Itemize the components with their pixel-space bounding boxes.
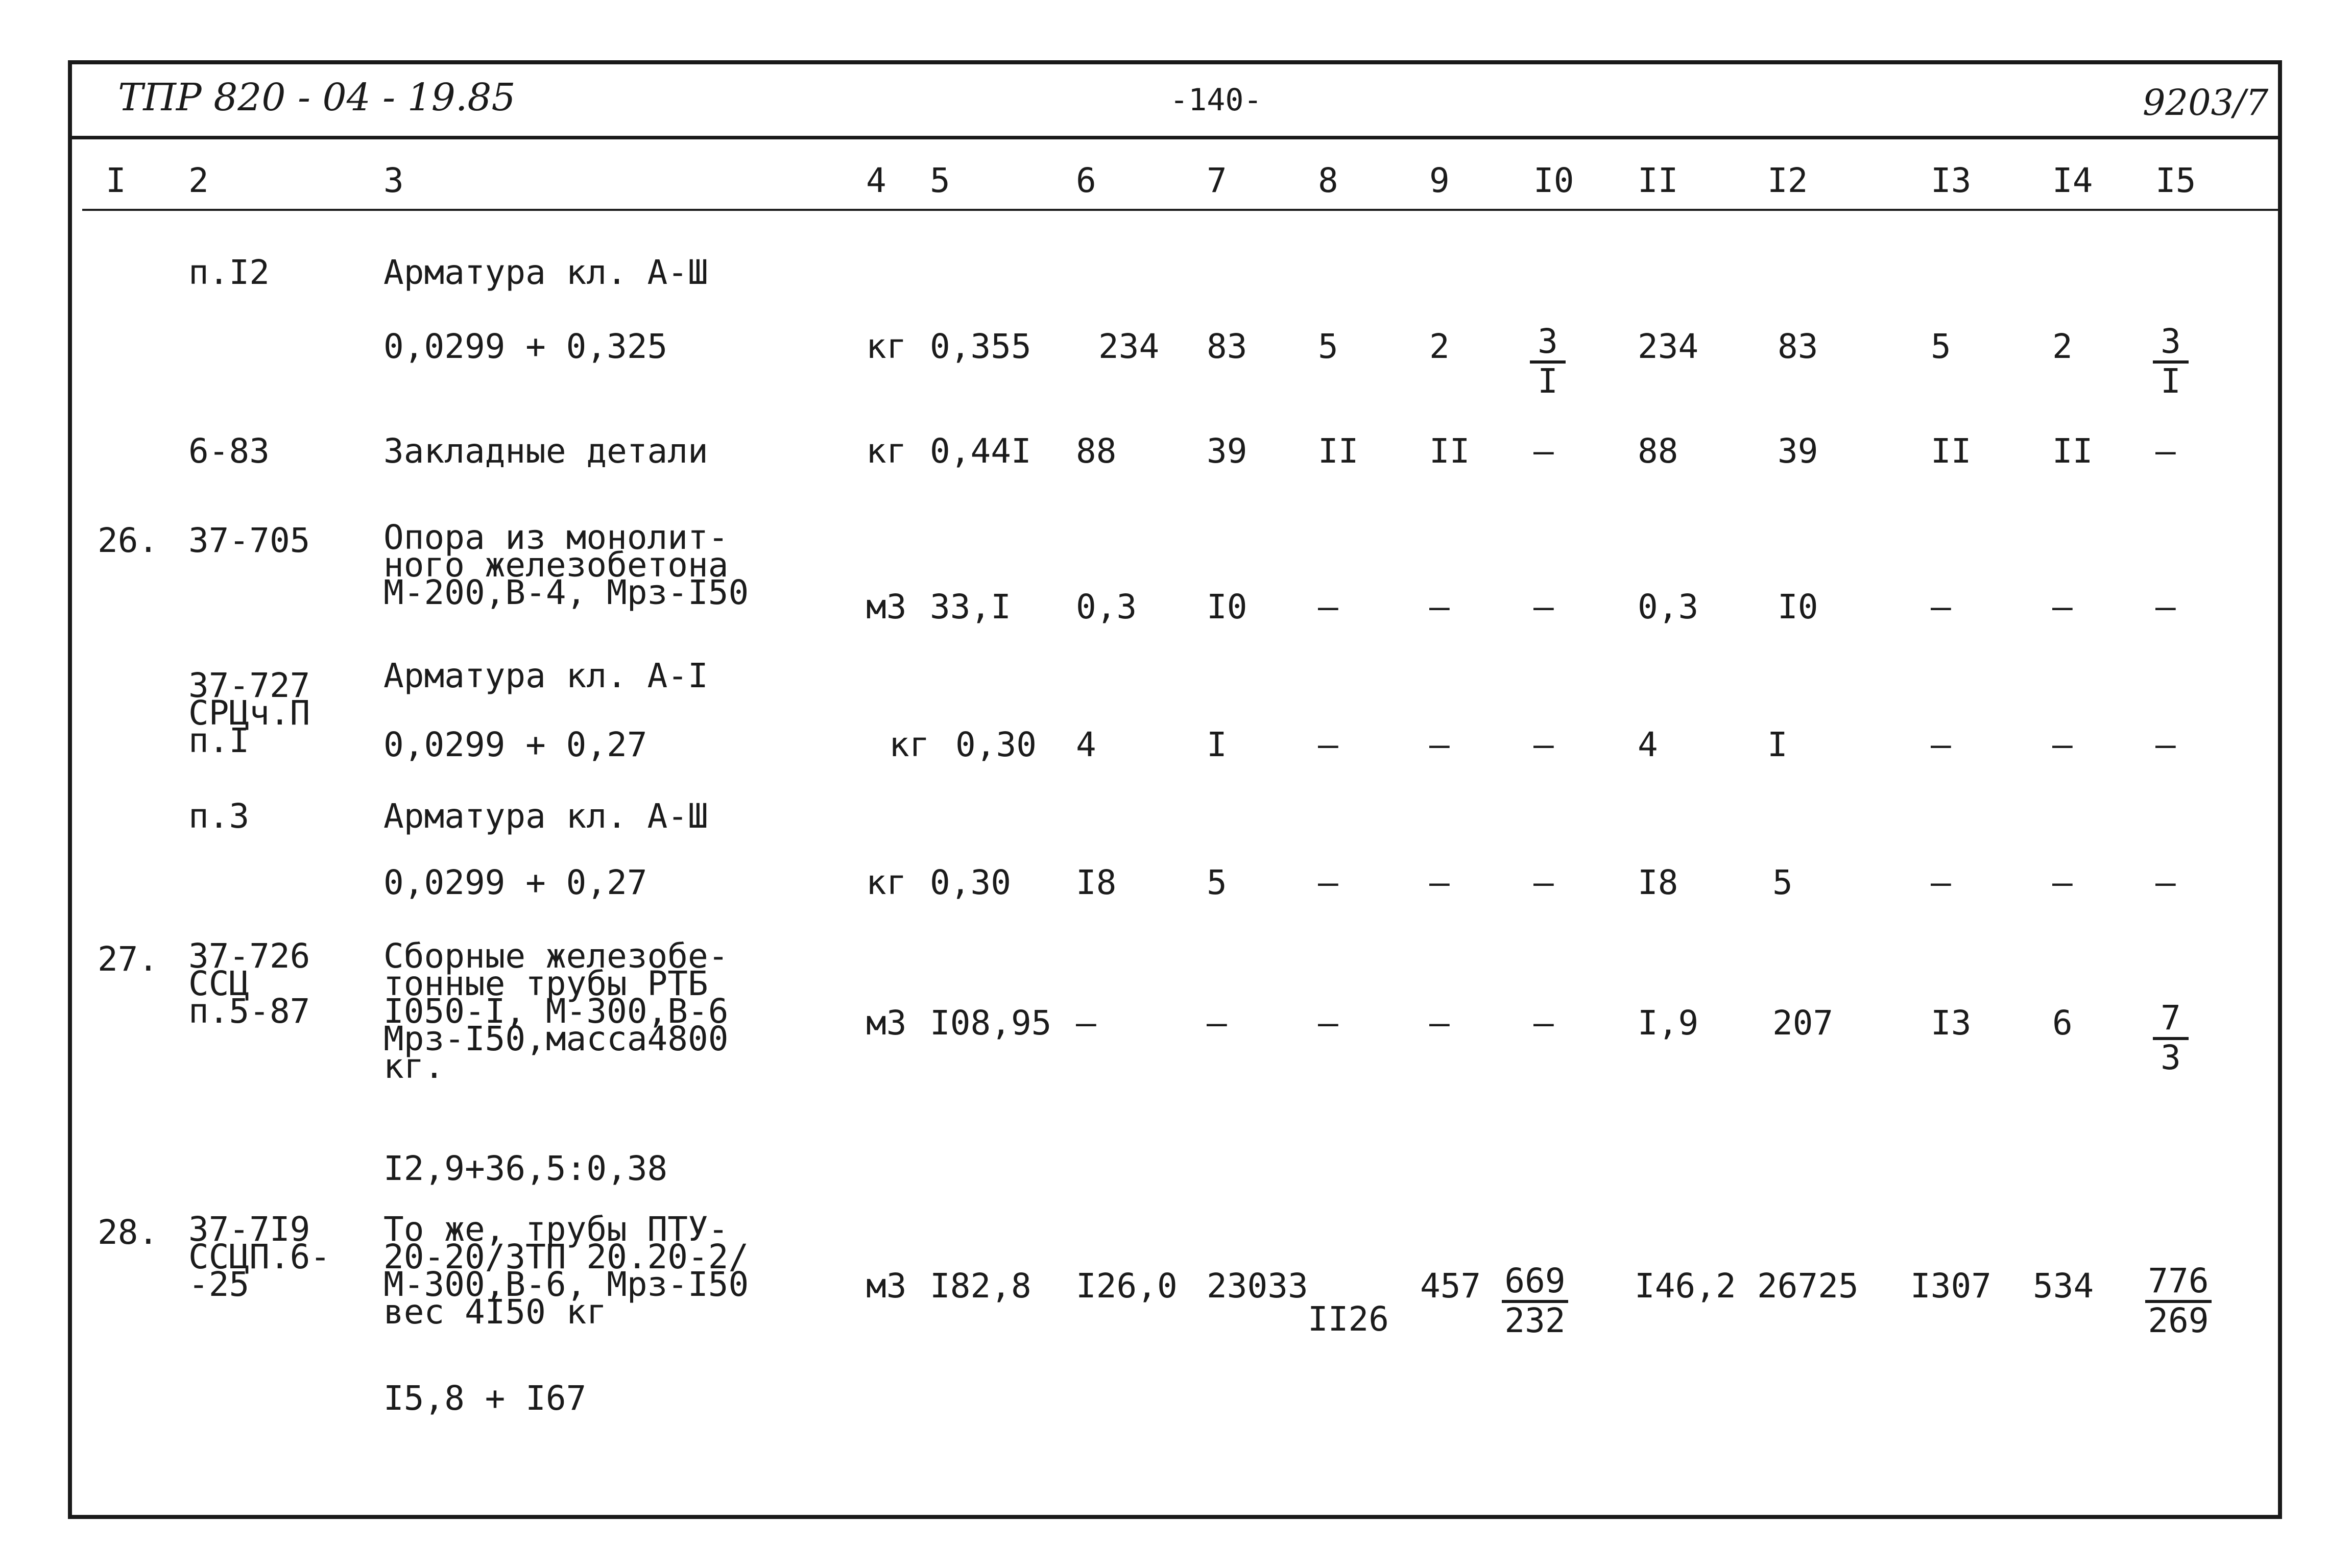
row-col15: – <box>2155 587 2176 626</box>
row-col8: II26 <box>1308 1299 1389 1339</box>
row-code: 37-7I9 ССЦП.6- -25 <box>188 1210 331 1305</box>
row-description: 0,0299 + 0,27 <box>383 725 647 764</box>
row-col5: I08,95 <box>930 1003 1052 1043</box>
row-col8: – <box>1318 587 1338 626</box>
col-header-14: I4 <box>2052 161 2093 200</box>
row-col9: – <box>1429 1003 1450 1043</box>
row-unit: кг <box>866 431 907 471</box>
row-col7: I0 <box>1207 587 1247 626</box>
row-col12: I <box>1767 725 1788 764</box>
row-description: Арматура кл. А-I <box>383 656 708 695</box>
row-col8: – <box>1318 1003 1338 1043</box>
row-col7: 5 <box>1207 863 1227 902</box>
row-col6: 234 <box>1098 327 1160 366</box>
col-header-10: I0 <box>1533 161 1574 200</box>
row-col5: I82,8 <box>930 1266 1031 1306</box>
row-col8: – <box>1318 725 1338 764</box>
col-header-2: 2 <box>188 161 209 200</box>
row-col11: 88 <box>1638 431 1678 471</box>
doc-code: ТПР 820 - 04 - 19.85 <box>118 76 516 119</box>
row-col15: – <box>2155 725 2176 764</box>
row-number: 27. <box>98 939 159 979</box>
row-col12: 26725 <box>1757 1266 1859 1306</box>
row-col14: – <box>2052 587 2073 626</box>
row-col9: 457 <box>1420 1266 1481 1306</box>
header-rule <box>72 136 2278 139</box>
page-number: -140- <box>1170 82 1262 118</box>
row-col10-fraction <box>1530 322 1566 401</box>
row-col7: I <box>1207 725 1227 764</box>
row-col13: – <box>1931 587 1951 626</box>
row-col11: 4 <box>1638 725 1658 764</box>
col-header-8: 8 <box>1318 161 1338 200</box>
row-col11: 234 <box>1638 327 1699 366</box>
row-col6: I8 <box>1076 863 1117 902</box>
col-header-12: I2 <box>1767 161 1808 200</box>
row-code: 6-83 <box>188 431 270 471</box>
row-description: Арматура кл. А-Ш <box>383 797 708 836</box>
row-col10: – <box>1533 431 1554 471</box>
row-col15: – <box>2155 863 2176 902</box>
row-col11: I,9 <box>1638 1003 1699 1043</box>
row-col8: II <box>1318 431 1359 471</box>
row-col8: 5 <box>1318 327 1338 366</box>
row-description: 0,0299 + 0,27 <box>383 863 647 902</box>
fraction-denominator: I <box>1538 361 1558 401</box>
row-col13: II <box>1931 431 1972 471</box>
row-col6: 88 <box>1076 431 1117 471</box>
col-header-3: 3 <box>383 161 404 200</box>
row-col11: I46,2 <box>1635 1266 1736 1306</box>
row-col7: – <box>1207 1003 1227 1043</box>
row-col14: 2 <box>2052 327 2073 366</box>
row-col8: – <box>1318 863 1338 902</box>
row-description: Опора из монолит- ного железобетона М-200,В-4, Мрз-I50 <box>383 518 749 613</box>
row-description: I5,8 + I67 <box>383 1379 587 1418</box>
row-col14: 534 <box>2033 1266 2094 1306</box>
row-col14: II <box>2052 431 2093 471</box>
col-header-5: 5 <box>930 161 950 200</box>
fraction-numerator: 7 <box>2153 1001 2189 1040</box>
row-col14: – <box>2052 863 2073 902</box>
row-col11: 0,3 <box>1638 587 1699 626</box>
col-header-7: 7 <box>1207 161 1227 200</box>
row-number: 28. <box>98 1213 159 1252</box>
row-col7: 39 <box>1207 431 1247 471</box>
row-col14: 6 <box>2052 1003 2073 1043</box>
row-col12: 207 <box>1772 1003 1834 1043</box>
row-col14: – <box>2052 725 2073 764</box>
row-col13: I3 <box>1931 1003 1972 1043</box>
row-description: I2,9+36,5:0,38 <box>383 1149 668 1188</box>
row-number: 26. <box>98 521 159 560</box>
col-header-13: I3 <box>1931 161 1972 200</box>
fraction-denominator: 269 <box>2148 1301 2209 1340</box>
row-col15: – <box>2155 431 2176 471</box>
row-col6: 4 <box>1076 725 1096 764</box>
row-col15-fraction <box>2153 322 2189 401</box>
row-description: Закладные детали <box>383 431 708 471</box>
row-col5: 0,355 <box>930 327 1031 366</box>
row-col5: 0,30 <box>955 725 1037 764</box>
fraction-numerator: 776 <box>2145 1264 2212 1303</box>
row-col10: – <box>1533 863 1554 902</box>
row-col5: 0,30 <box>930 863 1011 902</box>
row-unit: кг <box>889 725 930 764</box>
row-code: 37-726 ССЦ п.5-87 <box>188 936 310 1031</box>
fraction-denominator: I <box>2161 361 2181 401</box>
col-header-11: II <box>1638 161 1678 200</box>
row-col9: – <box>1429 725 1450 764</box>
fraction-denominator: 232 <box>1504 1301 1566 1340</box>
row-col13: I307 <box>1910 1266 1991 1306</box>
col-header-6: 6 <box>1076 161 1096 200</box>
col-header-15: I5 <box>2155 161 2196 200</box>
row-code: п.3 <box>188 797 250 836</box>
row-description: Сборные железобе- тонные трубы РТБ I050-I, М-300,В-6 Мрз-I50,масса4800 кг. <box>383 936 729 1087</box>
row-description: То же, трубы ПТУ- 20-20/3ТП 20.20-2/ М-300,В-6, Мрз-I50 вес 4I50 кг <box>383 1210 749 1332</box>
row-code: 37-727 СРЦч.П п.I <box>188 666 310 761</box>
row-col13: – <box>1931 725 1951 764</box>
col-header-4: 4 <box>866 161 886 200</box>
sheet-code: 9203/7 <box>2143 82 2269 124</box>
row-unit: кг <box>866 327 907 366</box>
document-sheet <box>68 60 2282 1519</box>
row-col13: 5 <box>1931 327 1951 366</box>
row-col9: – <box>1429 863 1450 902</box>
column-header-rule <box>82 209 2278 211</box>
fraction-numerator: 3 <box>2153 325 2189 364</box>
row-description: 0,0299 + 0,325 <box>383 327 668 366</box>
row-col6: I26,0 <box>1076 1266 1178 1306</box>
col-header-9: 9 <box>1429 161 1450 200</box>
row-col10: – <box>1533 587 1554 626</box>
row-description: Арматура кл. А-Ш <box>383 253 708 292</box>
col-header-1: I <box>106 161 126 200</box>
row-unit: м3 <box>866 587 907 626</box>
row-unit: м3 <box>866 1003 907 1043</box>
row-col15-fraction <box>2145 1261 2212 1340</box>
row-col15-fraction <box>2153 998 2189 1077</box>
row-col5: 33,I <box>930 587 1011 626</box>
row-col6: 0,3 <box>1076 587 1137 626</box>
row-col7: 83 <box>1207 327 1247 366</box>
row-col13: – <box>1931 863 1951 902</box>
row-col12: 83 <box>1778 327 1818 366</box>
row-unit: м3 <box>866 1266 907 1306</box>
row-col11: I8 <box>1638 863 1678 902</box>
row-col5: 0,44I <box>930 431 1031 471</box>
row-col12: 5 <box>1772 863 1793 902</box>
fraction-denominator: 3 <box>2161 1038 2181 1077</box>
fraction-numerator: 669 <box>1502 1264 1568 1303</box>
row-col10-fraction <box>1502 1261 1568 1340</box>
row-col10: – <box>1533 725 1554 764</box>
row-col12: I0 <box>1778 587 1818 626</box>
row-code: 37-705 <box>188 521 310 560</box>
row-col9: – <box>1429 587 1450 626</box>
row-col9: II <box>1429 431 1470 471</box>
row-col9: 2 <box>1429 327 1450 366</box>
row-col10: – <box>1533 1003 1554 1043</box>
row-unit: кг <box>866 863 907 902</box>
row-col12: 39 <box>1778 431 1818 471</box>
fraction-numerator: 3 <box>1530 325 1566 364</box>
row-col7: 23033 <box>1207 1266 1308 1306</box>
row-code: п.I2 <box>188 253 270 292</box>
row-col6: – <box>1076 1003 1096 1043</box>
